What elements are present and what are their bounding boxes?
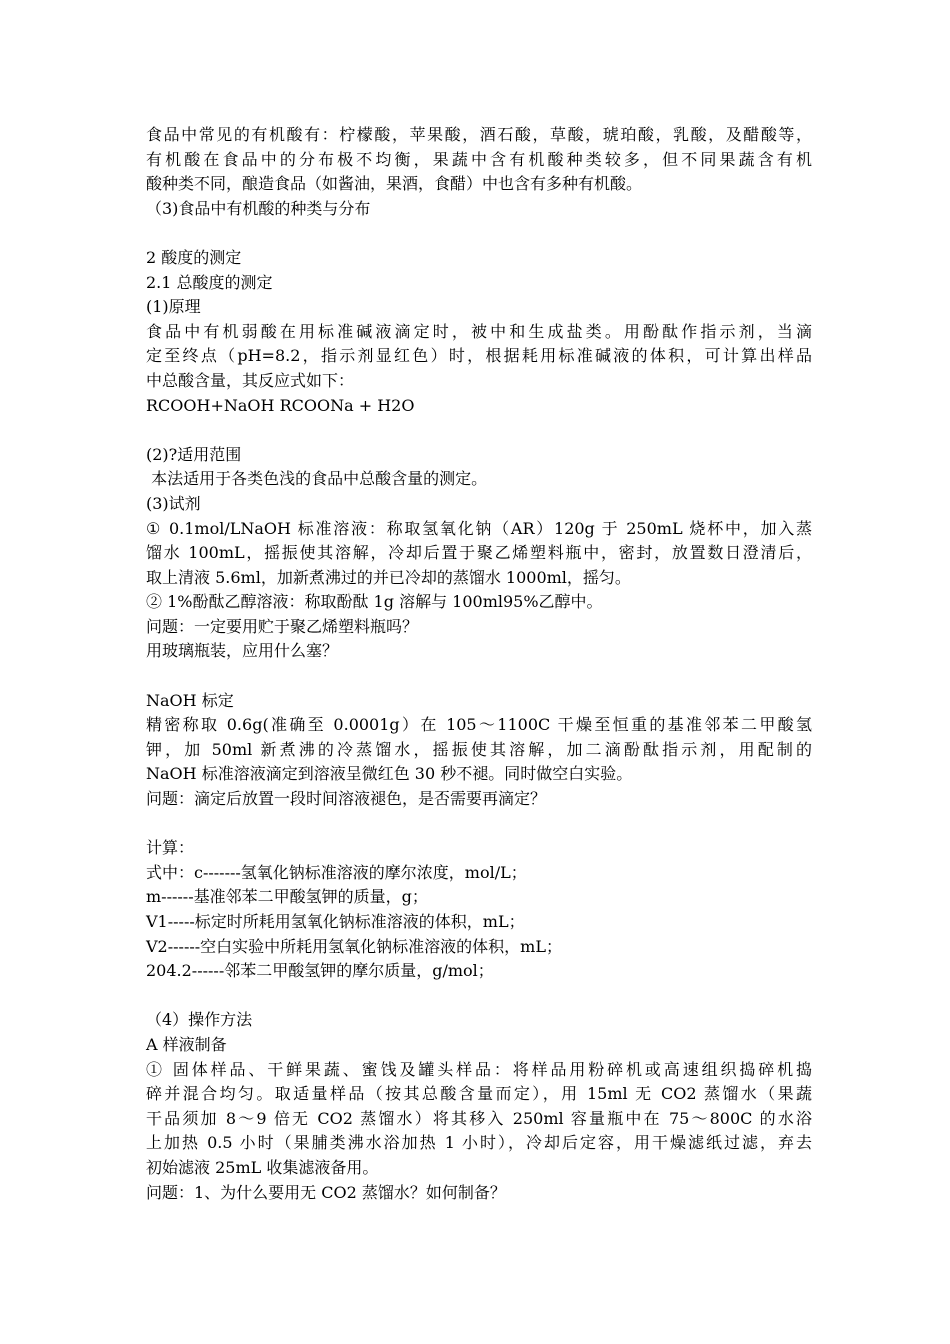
text-line: (2)?适用范围 (146, 444, 242, 464)
text-line: 2 酸度的测定 (146, 247, 242, 267)
text-line: 精密称取 0.6g(准确至 0.0001g）在 105～1100C 干燥至恒重的基准邻苯二甲酸氢 (146, 715, 812, 735)
text-line: 干品须加 8～9 倍无 CO2 蒸馏水）将其移入 250ml 容量瓶中在 75～800C 的水浴 (146, 1108, 812, 1128)
text-line: (1)原理 (146, 297, 201, 317)
text-line: V2------空白实验中所耗用氢氧化钠标准溶液的体积，mL； (146, 936, 562, 956)
text-line: 有机酸在食品中的分布极不均衡，果蔬中含有机酸种类较多，但不同果蔬含有机 (146, 149, 812, 169)
text-line: RCOOH+NaOH RCOONa + H2O (146, 395, 415, 415)
text-line: ① 0.1mol/LNaOH 标准溶液：称取氢氧化钠（AR）120g 于 250mL 烧杯中，加入蒸 (146, 518, 812, 538)
text-line: 本法适用于各类色浅的食品中总酸含量的测定。 (146, 469, 488, 489)
text-line: V1-----标定时所耗用氢氧化钠标准溶液的体积，mL； (146, 912, 525, 931)
document-body (146, 123, 812, 1205)
text-line: A 样液制备 (146, 1034, 227, 1054)
blank-line (146, 221, 812, 246)
text-line: ② 1%酚酞乙醇溶液：称取酚酞 1g 溶解与 100ml95%乙醇中。 (146, 592, 603, 612)
text-line: 碎并混合均匀。取适量样品（按其总酸含量而定），用 15ml 无 CO2 蒸馏水（果蔬 (146, 1084, 812, 1104)
text-line: 用玻璃瓶装，应用什么塞？ (146, 641, 339, 661)
blank-line (146, 664, 812, 689)
text-line: 式中：c-------氢氧化钠标准溶液的摩尔浓度，mol/L； (146, 862, 527, 882)
text-line: 馏水 100mL，摇振使其溶解，冷却后置于聚乙烯塑料瓶中，密封，放置数日澄清后， (146, 543, 812, 563)
text-line: 问题：1、为什么要用无 CO2 蒸馏水？如何制备？ (146, 1182, 506, 1202)
text-line: NaOH 标定 (146, 690, 234, 710)
text-line: 初始滤液 25mL 收集滤液备用。 (146, 1157, 379, 1177)
text-line: (3)试剂 (146, 493, 201, 513)
text-line: 酸种类不同，酿造食品（如酱油，果酒，食醋）中也含有多种有机酸。 (146, 174, 643, 194)
text-line: 问题：一定要用贮于聚乙烯塑料瓶吗？ (146, 616, 419, 636)
text-line: ① 固体样品、干鲜果蔬、蜜饯及罐头样品：将样品用粉碎机或高速组织捣碎机捣 (146, 1059, 812, 1079)
text-line: NaOH 标准溶液滴定到溶液呈微红色 30 秒不褪。同时做空白实验。 (146, 764, 633, 784)
text-line: 中总酸含量，其反应式如下： (146, 370, 355, 390)
text-line: （4）操作方法 (146, 1010, 253, 1030)
text-line: 问题：滴定后放置一段时间溶液褪色，是否需要再滴定？ (146, 789, 547, 809)
text-line: 204.2------邻苯二甲酸氢钾的摩尔质量，g/mol； (146, 961, 494, 981)
text-line: 2.1 总酸度的测定 (146, 272, 273, 292)
text-line: 食品中常见的有机酸有：柠檬酸，苹果酸，酒石酸，草酸，琥珀酸，乳酸，及醋酸等， (146, 125, 812, 144)
text-line: 上加热 0.5 小时（果脯类沸水浴加热 1 小时），冷却后定容，用干燥滤纸过滤，弃去 (146, 1133, 812, 1153)
text-line: 定至终点（pH=8.2，指示剂显红色）时，根据耗用标准碱液的体积，可计算出样品 (146, 346, 812, 366)
text-line: 取上清液 5.6ml，加新煮沸过的并已冷却的蒸馏水 1000ml，摇匀。 (146, 567, 631, 587)
blank-line (146, 812, 812, 837)
text-line: 钾，加 50ml 新煮沸的冷蒸馏水，摇振使其溶解，加二滴酚酞指示剂，用配制的 (146, 739, 812, 759)
text-line: 计算： (146, 838, 195, 858)
blank-line (146, 418, 812, 443)
text-line: m------基准邻苯二甲酸氢钾的质量，g； (146, 887, 428, 907)
text-line: （3)食品中有机酸的种类与分布 (146, 198, 371, 218)
blank-line (146, 984, 812, 1009)
text-line: 食品中有机弱酸在用标准碱液滴定时，被中和生成盐类。用酚酞作指示剂，当滴 (146, 321, 812, 341)
